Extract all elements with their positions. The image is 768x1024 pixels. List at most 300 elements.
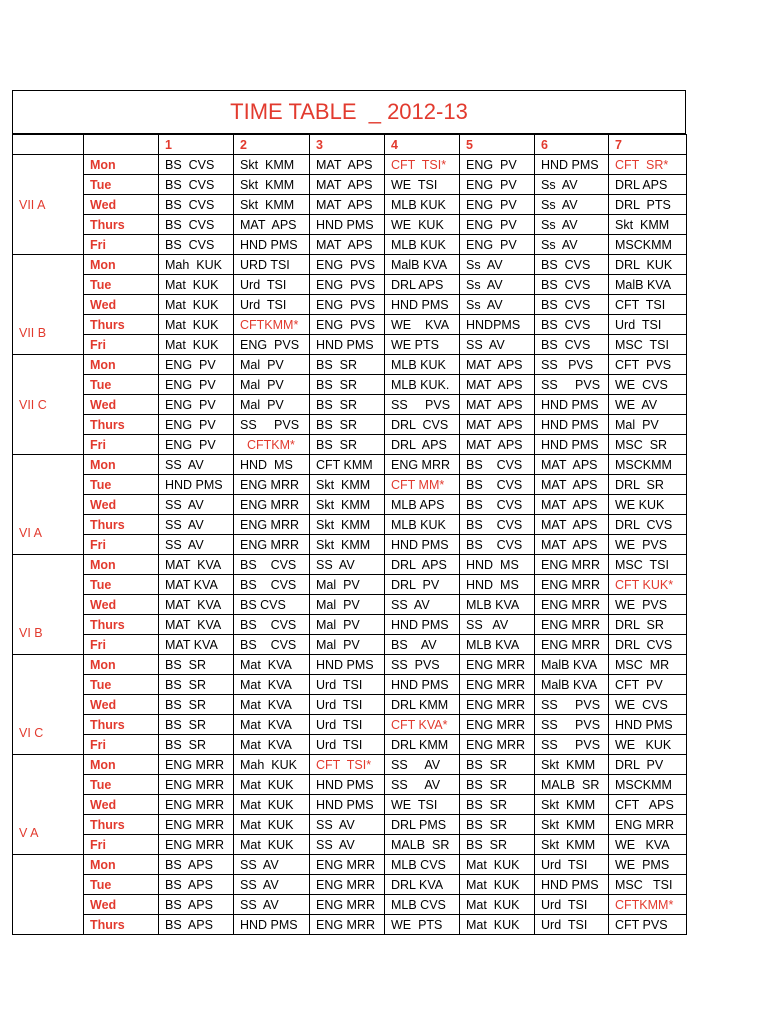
- subject-cell: ENG MRR: [310, 875, 385, 895]
- timetable-row: [13, 555, 687, 575]
- subject-cell: Urd TSI: [234, 275, 310, 295]
- subject-cell: DRL PV: [385, 575, 460, 595]
- day-label: Mon: [84, 855, 159, 875]
- subject-cell: ENG PVS: [310, 275, 385, 295]
- timetable-row: [13, 535, 687, 555]
- section-label: VII C: [13, 355, 84, 455]
- period-header: 3: [310, 135, 385, 155]
- timetable-row: [13, 295, 687, 315]
- subject-cell: CFT KUK*: [609, 575, 687, 595]
- subject-cell: DRL APS: [609, 175, 687, 195]
- subject-cell: WE KVA: [609, 835, 687, 855]
- subject-cell: Skt KMM: [609, 215, 687, 235]
- subject-cell: DRL KUK: [609, 255, 687, 275]
- period-header: 1: [159, 135, 234, 155]
- timetable-row: [13, 235, 687, 255]
- subject-cell: Mat KUK: [234, 815, 310, 835]
- timetable-row: [13, 575, 687, 595]
- subject-cell: ENG MRR: [460, 715, 535, 735]
- timetable-row: [13, 195, 687, 215]
- subject-cell: HND PMS: [535, 875, 609, 895]
- timetable-row: [13, 475, 687, 495]
- subject-cell: Mal PV: [234, 395, 310, 415]
- subject-cell: ENG MRR: [460, 655, 535, 675]
- day-label: Tue: [84, 375, 159, 395]
- subject-cell: BS SR: [460, 835, 535, 855]
- subject-cell: ENG PVS: [310, 315, 385, 335]
- subject-cell: Mat KUK: [159, 295, 234, 315]
- subject-cell: SS PVS: [535, 695, 609, 715]
- subject-cell: SS PVS: [385, 655, 460, 675]
- subject-cell: BS CVS: [460, 475, 535, 495]
- subject-cell: Mat KVA: [234, 675, 310, 695]
- day-label: Mon: [84, 155, 159, 175]
- subject-cell: SS AV: [234, 875, 310, 895]
- day-label: Thurs: [84, 915, 159, 935]
- subject-cell: Ss AV: [535, 195, 609, 215]
- section-label: VII B: [13, 255, 84, 355]
- subject-cell: Urd TSI: [310, 735, 385, 755]
- subject-cell: BS APS: [159, 875, 234, 895]
- timetable-title: TIME TABLE _ 2012-13: [12, 90, 686, 134]
- subject-cell: CFT MM*: [385, 475, 460, 495]
- subject-cell: WE PVS: [609, 595, 687, 615]
- subject-cell: WE PVS: [609, 535, 687, 555]
- subject-cell: CFT PV: [609, 675, 687, 695]
- timetable-row: [13, 255, 687, 275]
- subject-cell: ENG PV: [460, 215, 535, 235]
- subject-cell: Mat KUK: [460, 895, 535, 915]
- subject-cell: MAT KVA: [159, 555, 234, 575]
- subject-cell: ENG MRR: [234, 515, 310, 535]
- subject-cell: Mat KUK: [460, 875, 535, 895]
- timetable-row: [13, 315, 687, 335]
- day-label: Tue: [84, 475, 159, 495]
- day-label: Wed: [84, 395, 159, 415]
- subject-cell: BS SR: [460, 815, 535, 835]
- subject-cell: BS CVS: [460, 535, 535, 555]
- subject-cell: MLB KUK: [385, 235, 460, 255]
- subject-cell: CFT APS: [609, 795, 687, 815]
- subject-cell: Skt KMM: [535, 835, 609, 855]
- subject-cell: Urd TSI: [234, 295, 310, 315]
- subject-cell: MLB KUK.: [385, 375, 460, 395]
- subject-cell: MSC SR: [609, 435, 687, 455]
- subject-cell: Mal PV: [310, 635, 385, 655]
- subject-cell: ENG PV: [460, 155, 535, 175]
- subject-cell: SS AV: [159, 535, 234, 555]
- subject-cell: BS CVS: [234, 615, 310, 635]
- subject-cell: Skt KMM: [310, 475, 385, 495]
- timetable-row: [13, 895, 687, 915]
- timetable-grid: [12, 134, 687, 935]
- period-header-row: [13, 135, 687, 155]
- subject-cell: ENG MRR: [234, 495, 310, 515]
- subject-cell: BS CVS: [234, 635, 310, 655]
- subject-cell: BS CVS: [535, 275, 609, 295]
- subject-cell: BS CVS: [460, 495, 535, 515]
- subject-cell: Mah KUK: [159, 255, 234, 275]
- subject-cell: ENG MRR: [385, 455, 460, 475]
- subject-cell: ENG MRR: [159, 795, 234, 815]
- section-label: VI A: [13, 455, 84, 555]
- subject-cell: MAT APS: [535, 535, 609, 555]
- timetable-row: [13, 615, 687, 635]
- subject-cell: BS SR: [310, 395, 385, 415]
- timetable-row: [13, 815, 687, 835]
- section-label: [13, 855, 84, 935]
- day-label: Wed: [84, 595, 159, 615]
- subject-cell: BS SR: [310, 415, 385, 435]
- subject-cell: Mat KUK: [159, 275, 234, 295]
- timetable-row: [13, 635, 687, 655]
- timetable-row: [13, 735, 687, 755]
- subject-cell: MalB KVA: [609, 275, 687, 295]
- timetable-row: [13, 795, 687, 815]
- day-label: Thurs: [84, 215, 159, 235]
- subject-cell: MSC TSI: [609, 555, 687, 575]
- subject-cell: SS PVS: [385, 395, 460, 415]
- subject-cell: Mat KVA: [234, 695, 310, 715]
- subject-cell: Skt KMM: [234, 195, 310, 215]
- subject-cell: HND PMS: [609, 715, 687, 735]
- subject-cell: BS SR: [460, 755, 535, 775]
- subject-cell: Ss AV: [535, 235, 609, 255]
- subject-cell: DRL PMS: [385, 815, 460, 835]
- timetable-row: [13, 515, 687, 535]
- timetable-row: [13, 875, 687, 895]
- subject-cell: Urd TSI: [535, 855, 609, 875]
- timetable-row: [13, 675, 687, 695]
- subject-cell: ENG PV: [159, 355, 234, 375]
- subject-cell: HND MS: [460, 555, 535, 575]
- subject-cell: BS SR: [460, 795, 535, 815]
- day-label: Mon: [84, 255, 159, 275]
- subject-cell: SS AV: [310, 835, 385, 855]
- subject-cell: CFT PVS: [609, 915, 687, 935]
- subject-cell: Skt KMM: [535, 815, 609, 835]
- subject-cell: DRL KMM: [385, 735, 460, 755]
- subject-cell: Urd TSI: [310, 715, 385, 735]
- subject-cell: BS CVS: [159, 175, 234, 195]
- day-label: Wed: [84, 895, 159, 915]
- timetable-row: [13, 335, 687, 355]
- subject-cell: HND PMS: [535, 435, 609, 455]
- subject-cell: WE PMS: [609, 855, 687, 875]
- subject-cell: HND PMS: [234, 235, 310, 255]
- subject-cell: BS CVS: [234, 595, 310, 615]
- timetable-row: [13, 595, 687, 615]
- subject-cell: BS SR: [159, 655, 234, 675]
- subject-cell: ENG PV: [460, 195, 535, 215]
- subject-cell: CFT KVA*: [385, 715, 460, 735]
- subject-cell: BS CVS: [159, 235, 234, 255]
- subject-cell: Mal PV: [310, 615, 385, 635]
- subject-cell: MLB KUK: [385, 195, 460, 215]
- timetable-row: [13, 175, 687, 195]
- timetable-row: [13, 435, 687, 455]
- subject-cell: Mal PV: [310, 575, 385, 595]
- subject-cell: BS APS: [159, 895, 234, 915]
- subject-cell: MAT APS: [460, 415, 535, 435]
- subject-cell: BS SR: [159, 715, 234, 735]
- subject-cell: MAT APS: [234, 215, 310, 235]
- subject-cell: HND MS: [460, 575, 535, 595]
- subject-cell: SS AV: [159, 515, 234, 535]
- subject-cell: WE TSI: [385, 795, 460, 815]
- timetable-body: [13, 135, 687, 935]
- subject-cell: BS APS: [159, 855, 234, 875]
- subject-cell: Urd TSI: [535, 915, 609, 935]
- subject-cell: ENG PVS: [310, 295, 385, 315]
- subject-cell: BS SR: [310, 355, 385, 375]
- day-label: Tue: [84, 575, 159, 595]
- subject-cell: Ss AV: [460, 275, 535, 295]
- subject-cell: HND PMS: [159, 475, 234, 495]
- subject-cell: HND PMS: [535, 395, 609, 415]
- day-label: Tue: [84, 875, 159, 895]
- subject-cell: BS CVS: [460, 515, 535, 535]
- subject-cell: SS PVS: [535, 715, 609, 735]
- day-label: Fri: [84, 735, 159, 755]
- subject-cell: BS SR: [310, 375, 385, 395]
- subject-cell: BS CVS: [535, 255, 609, 275]
- header-blank-day-cell: [84, 135, 159, 155]
- day-label: Fri: [84, 635, 159, 655]
- day-label: Fri: [84, 535, 159, 555]
- subject-cell: MLB KVA: [460, 595, 535, 615]
- day-label: Fri: [84, 835, 159, 855]
- subject-cell: ENG MRR: [460, 735, 535, 755]
- subject-cell: MAT APS: [460, 355, 535, 375]
- subject-cell: BS CVS: [234, 575, 310, 595]
- subject-cell: MALB SR: [385, 835, 460, 855]
- subject-cell: DRL SR: [609, 475, 687, 495]
- subject-cell: SS PVS: [234, 415, 310, 435]
- timetable-row: [13, 375, 687, 395]
- subject-cell: ENG MRR: [310, 855, 385, 875]
- day-label: Thurs: [84, 415, 159, 435]
- timetable-row: [13, 455, 687, 475]
- subject-cell: ENG MRR: [460, 695, 535, 715]
- subject-cell: ENG PVS: [234, 335, 310, 355]
- subject-cell: WE AV: [609, 395, 687, 415]
- subject-cell: CFT TSI*: [385, 155, 460, 175]
- timetable-row: [13, 835, 687, 855]
- subject-cell: CFTKMM*: [609, 895, 687, 915]
- period-header: 4: [385, 135, 460, 155]
- subject-cell: Ss AV: [535, 215, 609, 235]
- subject-cell: HND MS: [234, 455, 310, 475]
- period-header: 7: [609, 135, 687, 155]
- subject-cell: WE KUK: [609, 735, 687, 755]
- subject-cell: WE KUK: [385, 215, 460, 235]
- subject-cell: ENG MRR: [460, 675, 535, 695]
- day-label: Wed: [84, 495, 159, 515]
- subject-cell: MLB CVS: [385, 855, 460, 875]
- subject-cell: DRL KMM: [385, 695, 460, 715]
- subject-cell: MAT APS: [310, 155, 385, 175]
- subject-cell: BS SR: [159, 675, 234, 695]
- subject-cell: HND PMS: [310, 795, 385, 815]
- day-label: Thurs: [84, 515, 159, 535]
- subject-cell: ENG PV: [159, 395, 234, 415]
- subject-cell: MLB CVS: [385, 895, 460, 915]
- subject-cell: Mal PV: [310, 595, 385, 615]
- subject-cell: CFT PVS: [609, 355, 687, 375]
- subject-cell: BS CVS: [234, 555, 310, 575]
- timetable-row: [13, 395, 687, 415]
- subject-cell: Skt KMM: [234, 175, 310, 195]
- subject-cell: BS CVS: [535, 295, 609, 315]
- subject-cell: MLB APS: [385, 495, 460, 515]
- period-header: 6: [535, 135, 609, 155]
- subject-cell: BS CVS: [159, 155, 234, 175]
- day-label: Wed: [84, 795, 159, 815]
- subject-cell: ENG MRR: [535, 635, 609, 655]
- subject-cell: Mat KUK: [234, 835, 310, 855]
- day-label: Tue: [84, 675, 159, 695]
- subject-cell: Mat KUK: [159, 315, 234, 335]
- subject-cell: SS PVS: [535, 375, 609, 395]
- timetable-row: [13, 415, 687, 435]
- subject-cell: Mat KUK: [460, 915, 535, 935]
- subject-cell: Mat KVA: [234, 735, 310, 755]
- subject-cell: MAT APS: [310, 175, 385, 195]
- subject-cell: HND PMS: [385, 615, 460, 635]
- subject-cell: ENG MRR: [159, 755, 234, 775]
- timetable-row: [13, 155, 687, 175]
- subject-cell: ENG PVS: [310, 255, 385, 275]
- subject-cell: CFTKMM*: [234, 315, 310, 335]
- subject-cell: SS AV: [460, 615, 535, 635]
- day-label: Mon: [84, 755, 159, 775]
- subject-cell: ENG MRR: [310, 895, 385, 915]
- subject-cell: MAT APS: [535, 515, 609, 535]
- subject-cell: ENG MRR: [159, 815, 234, 835]
- period-header: 5: [460, 135, 535, 155]
- subject-cell: WE PTS: [385, 335, 460, 355]
- subject-cell: CFTKM*: [234, 435, 310, 455]
- timetable-sheet: [12, 90, 686, 935]
- subject-cell: ENG MRR: [535, 595, 609, 615]
- subject-cell: BS SR: [159, 735, 234, 755]
- subject-cell: ENG PV: [159, 375, 234, 395]
- subject-cell: Ss AV: [460, 255, 535, 275]
- subject-cell: Mal PV: [234, 375, 310, 395]
- timetable-row: [13, 855, 687, 875]
- subject-cell: SS PVS: [535, 355, 609, 375]
- subject-cell: DRL PTS: [609, 195, 687, 215]
- subject-cell: Urd TSI: [310, 695, 385, 715]
- subject-cell: Skt KMM: [234, 155, 310, 175]
- subject-cell: SS AV: [385, 775, 460, 795]
- subject-cell: SS AV: [460, 335, 535, 355]
- subject-cell: MLB KUK: [385, 355, 460, 375]
- subject-cell: Urd TSI: [310, 675, 385, 695]
- day-label: Mon: [84, 655, 159, 675]
- period-header: 2: [234, 135, 310, 155]
- subject-cell: ENG PV: [159, 435, 234, 455]
- subject-cell: BS AV: [385, 635, 460, 655]
- subject-cell: ENG MRR: [535, 555, 609, 575]
- timetable-row: [13, 915, 687, 935]
- subject-cell: SS AV: [385, 755, 460, 775]
- subject-cell: Mal PV: [609, 415, 687, 435]
- section-label: V A: [13, 755, 84, 855]
- subject-cell: DRL APS: [385, 275, 460, 295]
- subject-cell: DRL SR: [609, 615, 687, 635]
- subject-cell: HNDPMS: [460, 315, 535, 335]
- subject-cell: MAT APS: [310, 195, 385, 215]
- day-label: Thurs: [84, 815, 159, 835]
- subject-cell: BS SR: [310, 435, 385, 455]
- subject-cell: WE TSI: [385, 175, 460, 195]
- day-label: Tue: [84, 775, 159, 795]
- subject-cell: Mat KVA: [234, 655, 310, 675]
- subject-cell: CFT TSI: [609, 295, 687, 315]
- subject-cell: ENG MRR: [234, 475, 310, 495]
- timetable-row: [13, 755, 687, 775]
- subject-cell: BS SR: [159, 695, 234, 715]
- subject-cell: HND PMS: [310, 655, 385, 675]
- subject-cell: MSCKMM: [609, 775, 687, 795]
- subject-cell: MAT APS: [535, 455, 609, 475]
- subject-cell: Urd TSI: [535, 895, 609, 915]
- subject-cell: MSC MR: [609, 655, 687, 675]
- subject-cell: MAT KVA: [159, 595, 234, 615]
- timetable-row: [13, 715, 687, 735]
- subject-cell: ENG MRR: [159, 775, 234, 795]
- subject-cell: HND PMS: [310, 215, 385, 235]
- subject-cell: Skt KMM: [310, 535, 385, 555]
- subject-cell: WE CVS: [609, 695, 687, 715]
- day-label: Fri: [84, 235, 159, 255]
- subject-cell: DRL APS: [385, 435, 460, 455]
- subject-cell: Urd TSI: [609, 315, 687, 335]
- subject-cell: MAT APS: [460, 375, 535, 395]
- subject-cell: ENG PV: [460, 235, 535, 255]
- subject-cell: MAT APS: [460, 395, 535, 415]
- subject-cell: MSC TSI: [609, 335, 687, 355]
- subject-cell: WE KUK: [609, 495, 687, 515]
- subject-cell: HND PMS: [310, 335, 385, 355]
- subject-cell: ENG MRR: [234, 535, 310, 555]
- subject-cell: DRL KVA: [385, 875, 460, 895]
- subject-cell: Mah KUK: [234, 755, 310, 775]
- subject-cell: SS AV: [310, 815, 385, 835]
- subject-cell: MalB KVA: [535, 675, 609, 695]
- subject-cell: Mat KUK: [159, 335, 234, 355]
- day-label: Thurs: [84, 315, 159, 335]
- subject-cell: HND PMS: [234, 915, 310, 935]
- subject-cell: BS CVS: [159, 215, 234, 235]
- day-label: Thurs: [84, 615, 159, 635]
- subject-cell: DRL CVS: [609, 515, 687, 535]
- subject-cell: CFT TSI*: [310, 755, 385, 775]
- subject-cell: MAT APS: [535, 475, 609, 495]
- subject-cell: ENG PV: [460, 175, 535, 195]
- subject-cell: WE CVS: [609, 375, 687, 395]
- day-label: Tue: [84, 275, 159, 295]
- subject-cell: SS AV: [385, 595, 460, 615]
- subject-cell: HND PMS: [535, 155, 609, 175]
- subject-cell: MalB KVA: [535, 655, 609, 675]
- timetable-row: [13, 495, 687, 515]
- subject-cell: BS APS: [159, 915, 234, 935]
- subject-cell: Ss AV: [535, 175, 609, 195]
- subject-cell: Skt KMM: [310, 515, 385, 535]
